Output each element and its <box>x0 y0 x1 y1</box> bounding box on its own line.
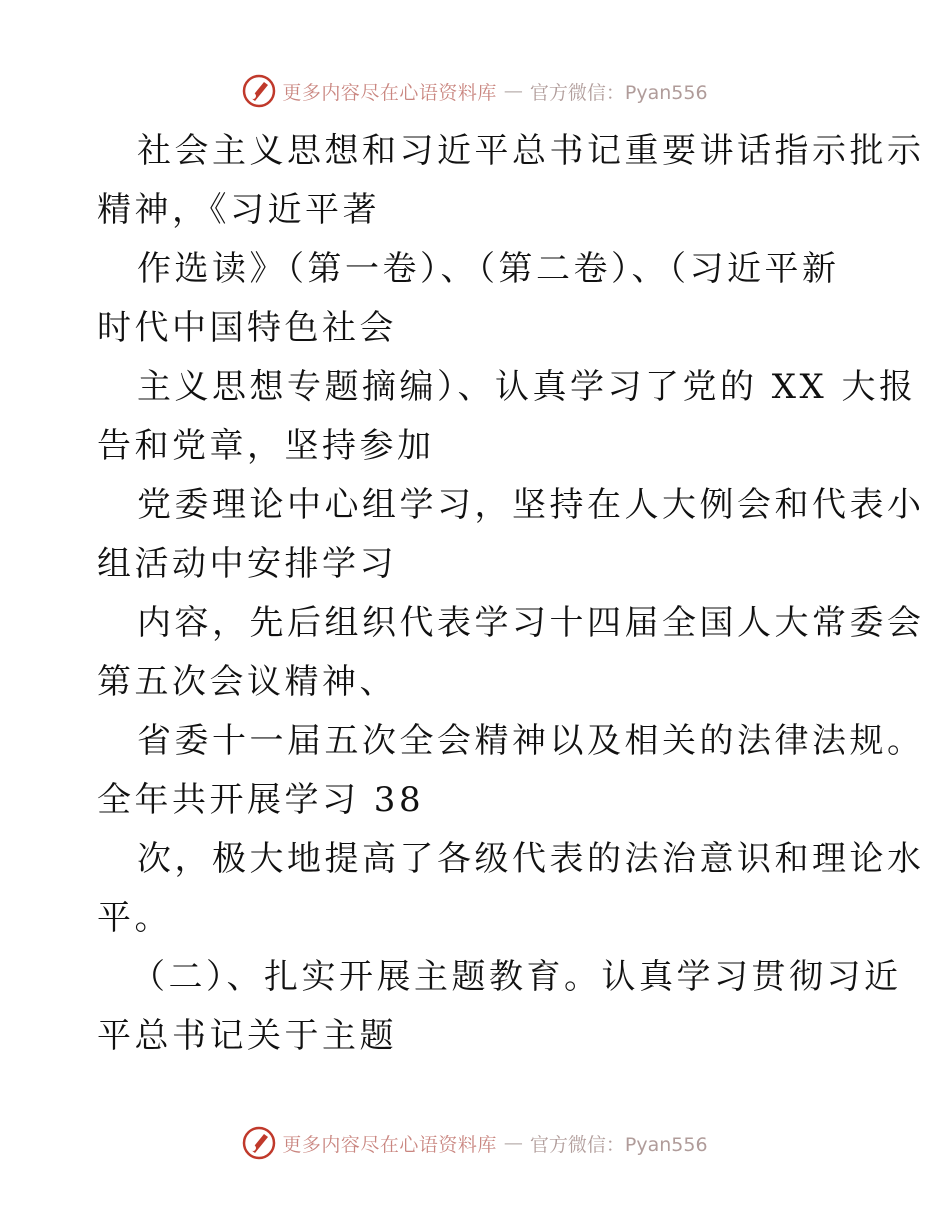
footer-watermark <box>0 1126 950 1160</box>
body-line: 内容，先后组织代表学习十四届全国人大常委会 <box>137 603 925 643</box>
watermark-separator: — <box>503 1132 523 1154</box>
watermark-wechat-text: 官方微信：Pyan556 <box>529 81 708 104</box>
body-line: 社会主义思想和习近平总书记重要讲话指示批示 <box>137 131 925 171</box>
watermark-main-text: 更多内容尽在心语资料库 <box>282 81 497 104</box>
body-line: 平。 <box>97 898 172 938</box>
body-line: 组活动中安排学习 <box>97 544 397 584</box>
body-line: 第五次会议精神、 <box>97 662 397 702</box>
body-line: 告和党章，坚持参加 <box>97 426 435 466</box>
body-line: 全年共开展学习 38 <box>97 780 425 820</box>
body-line: 精神，《习近平著 <box>97 190 380 230</box>
body-line: （二）、扎实开展主题教育。认真学习贯彻习近 <box>131 957 902 997</box>
header-watermark <box>0 74 950 108</box>
watermark-separator: — <box>503 80 523 102</box>
seal-logo-icon <box>242 74 276 108</box>
body-line: 省委十一届五次全会精神以及相关的法律法规。 <box>137 721 925 761</box>
document-body <box>97 122 925 1066</box>
seal-logo-icon <box>242 1126 276 1160</box>
body-line: 党委理论中心组学习，坚持在人大例会和代表小 <box>137 485 925 525</box>
body-line: 平总书记关于主题 <box>97 1016 397 1056</box>
body-line: 次，极大地提高了各级代表的法治意识和理论水 <box>137 839 925 879</box>
watermark-main-text: 更多内容尽在心语资料库 <box>282 1133 497 1156</box>
watermark-wechat-text: 官方微信：Pyan556 <box>529 1133 708 1156</box>
body-line: 主义思想专题摘编）、认真学习了党的 XX 大报 <box>137 367 917 407</box>
body-line: 作选读》（第一卷）、（第二卷）、（习近平新 <box>137 249 840 289</box>
body-line: 时代中国特色社会 <box>97 308 397 348</box>
